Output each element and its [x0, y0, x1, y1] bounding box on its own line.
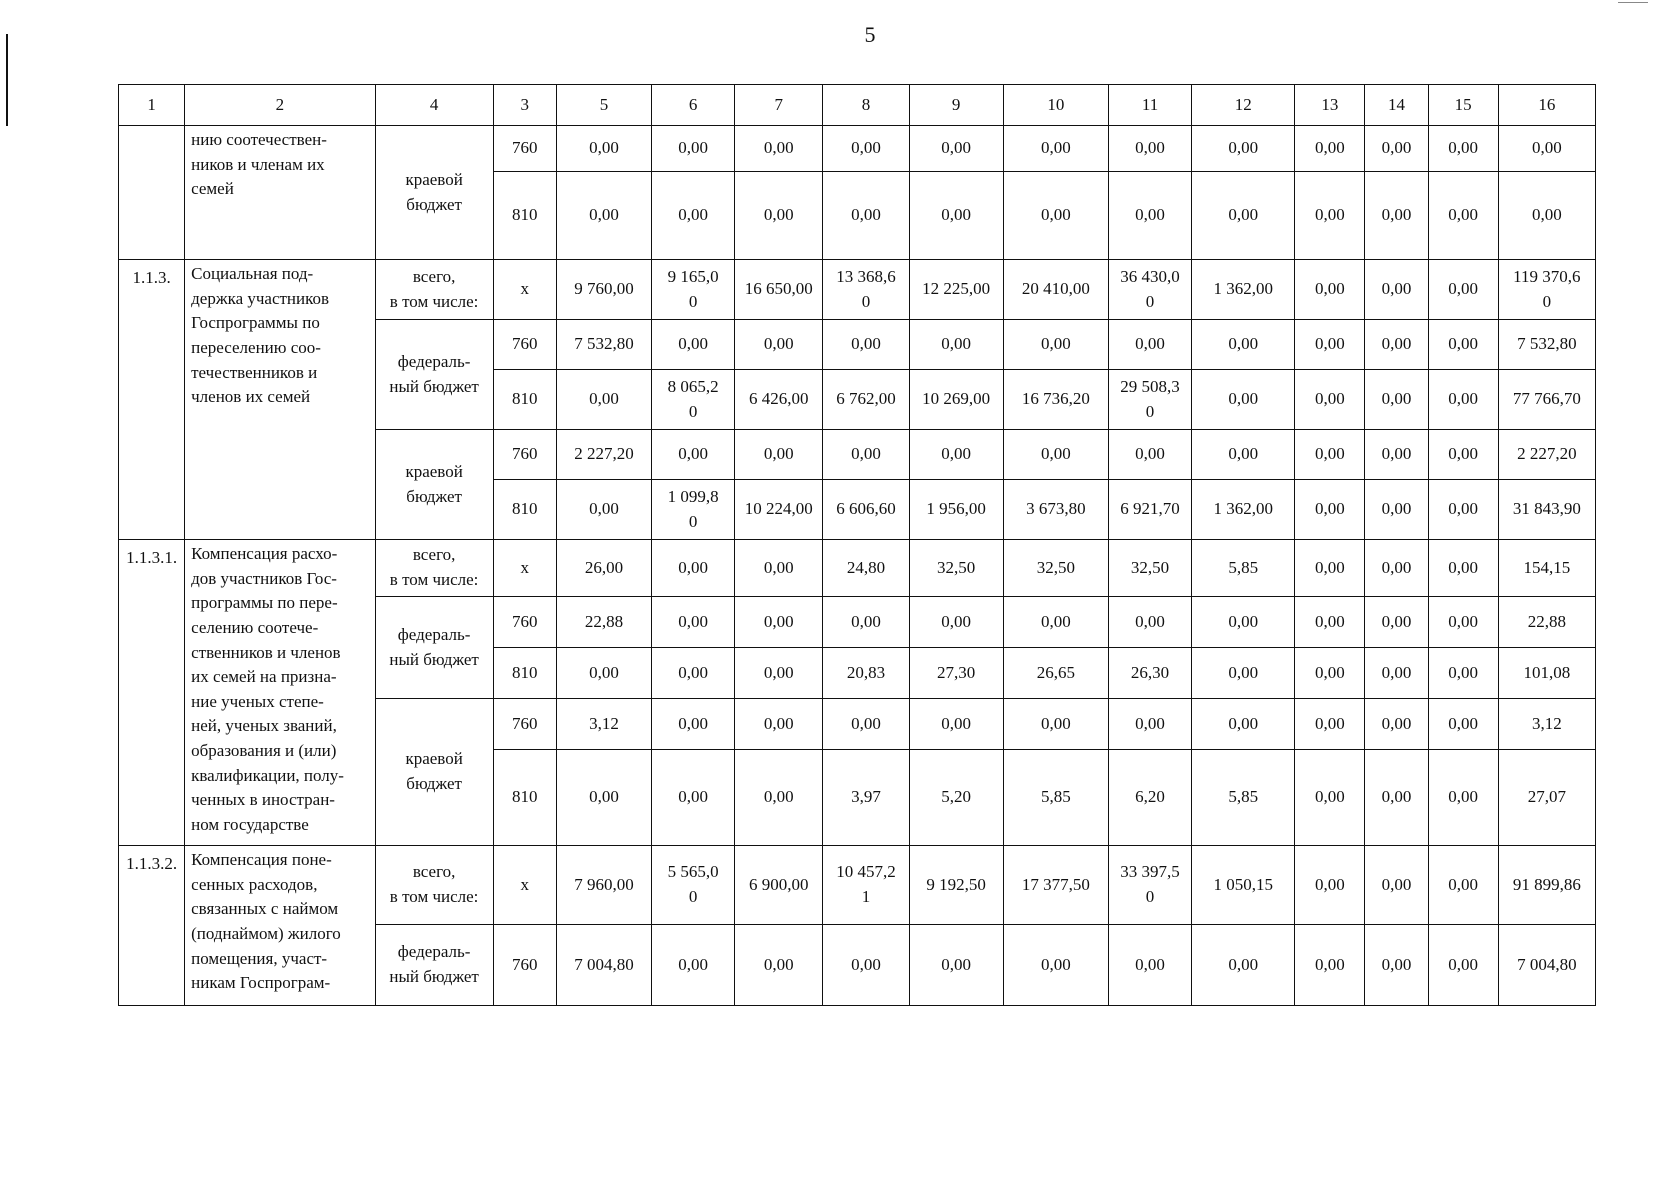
value-cell: 0,00 — [1108, 430, 1191, 480]
value-cell: 91 899,86 — [1498, 846, 1595, 925]
row-code: 1.1.3.2. — [119, 846, 185, 1006]
value-cell: 0,00 — [1428, 648, 1498, 699]
budget-code: 810 — [493, 480, 556, 540]
value-cell: 0,00 — [1192, 172, 1295, 260]
value-cell: 1 362,00 — [1192, 260, 1295, 320]
value-cell: 24,80 — [823, 540, 909, 597]
value-cell: 0,00 — [1192, 430, 1295, 480]
value-cell: 0,00 — [1295, 172, 1365, 260]
column-header: 8 — [823, 85, 909, 126]
value-cell: 0,00 — [823, 597, 909, 648]
value-cell: 3,97 — [823, 750, 909, 846]
value-cell: 6 606,60 — [823, 480, 909, 540]
value-cell: 119 370,6 0 — [1498, 260, 1595, 320]
value-cell: 0,00 — [1295, 925, 1365, 1006]
value-cell: 0,00 — [652, 699, 735, 750]
column-header: 12 — [1192, 85, 1295, 126]
value-cell: 0,00 — [1295, 126, 1365, 172]
column-header: 3 — [493, 85, 556, 126]
value-cell: 0,00 — [1365, 126, 1428, 172]
value-cell: 0,00 — [1003, 925, 1108, 1006]
value-cell: 26,00 — [556, 540, 651, 597]
corner-mark — [1618, 2, 1648, 3]
value-cell: 29 508,3 0 — [1108, 370, 1191, 430]
value-cell: 0,00 — [735, 597, 823, 648]
value-cell: 0,00 — [652, 172, 735, 260]
value-cell: 0,00 — [1428, 750, 1498, 846]
value-cell: 0,00 — [1428, 430, 1498, 480]
value-cell: 0,00 — [1428, 480, 1498, 540]
value-cell: 0,00 — [1365, 260, 1428, 320]
value-cell: 154,15 — [1498, 540, 1595, 597]
row-code — [119, 126, 185, 260]
funding-source: всего, в том числе: — [375, 260, 493, 320]
value-cell: 0,00 — [1365, 172, 1428, 260]
value-cell: 10 457,2 1 — [823, 846, 909, 925]
value-cell: 0,00 — [1003, 320, 1108, 370]
value-cell: 0,00 — [735, 320, 823, 370]
value-cell: 0,00 — [1295, 480, 1365, 540]
value-cell: 6 900,00 — [735, 846, 823, 925]
budget-code: х — [493, 846, 556, 925]
value-cell: 0,00 — [823, 320, 909, 370]
budget-code: 760 — [493, 430, 556, 480]
value-cell: 16 736,20 — [1003, 370, 1108, 430]
value-cell: 16 650,00 — [735, 260, 823, 320]
value-cell: 8 065,2 0 — [652, 370, 735, 430]
value-cell: 0,00 — [1428, 540, 1498, 597]
value-cell: 7 532,80 — [1498, 320, 1595, 370]
value-cell: 3,12 — [556, 699, 651, 750]
value-cell: 3,12 — [1498, 699, 1595, 750]
value-cell: 3 673,80 — [1003, 480, 1108, 540]
value-cell: 0,00 — [1192, 648, 1295, 699]
value-cell: 0,00 — [652, 126, 735, 172]
value-cell: 0,00 — [556, 172, 651, 260]
value-cell: 101,08 — [1498, 648, 1595, 699]
budget-code: 760 — [493, 126, 556, 172]
value-cell: 0,00 — [909, 430, 1003, 480]
value-cell: 0,00 — [1428, 320, 1498, 370]
value-cell: 77 766,70 — [1498, 370, 1595, 430]
column-header: 4 — [375, 85, 493, 126]
column-header: 11 — [1108, 85, 1191, 126]
value-cell: 0,00 — [1365, 750, 1428, 846]
value-cell: 22,88 — [1498, 597, 1595, 648]
row-name: Компенсация поне- сенных расходов, связанных с наймом (поднаймом) жилого помещения, участ- никам Госпрограм- — [185, 846, 375, 1006]
value-cell: 0,00 — [556, 648, 651, 699]
value-cell: 2 227,20 — [1498, 430, 1595, 480]
value-cell: 0,00 — [1498, 126, 1595, 172]
value-cell: 1 956,00 — [909, 480, 1003, 540]
value-cell: 2 227,20 — [556, 430, 651, 480]
value-cell: 10 224,00 — [735, 480, 823, 540]
value-cell: 0,00 — [735, 648, 823, 699]
value-cell: 0,00 — [735, 699, 823, 750]
header-row — [119, 85, 1596, 126]
value-cell: 22,88 — [556, 597, 651, 648]
value-cell: 0,00 — [1365, 699, 1428, 750]
budget-code: 760 — [493, 320, 556, 370]
value-cell: 0,00 — [652, 540, 735, 597]
value-cell: 0,00 — [735, 540, 823, 597]
value-cell: 0,00 — [1192, 597, 1295, 648]
budget-code: 810 — [493, 370, 556, 430]
column-header: 13 — [1295, 85, 1365, 126]
value-cell: 0,00 — [652, 430, 735, 480]
value-cell: 0,00 — [1365, 597, 1428, 648]
value-cell: 20 410,00 — [1003, 260, 1108, 320]
value-cell: 0,00 — [1192, 126, 1295, 172]
row-name: Компенсация расхо- дов участников Гос- программы по пере- селению соотече- ственников и членов их семей на призна- ние ученых степе- ней, ученых званий, образования и (или) квалификации, полу- ченных в иностран- ном государстве — [185, 540, 375, 846]
value-cell: 5,20 — [909, 750, 1003, 846]
row-name: Социальная под- держка участников Госпрограммы по переселению соо- течественников и членов их семей — [185, 260, 375, 540]
value-cell: 0,00 — [1365, 540, 1428, 597]
value-cell: 0,00 — [556, 480, 651, 540]
budget-table — [118, 84, 1596, 1006]
value-cell: 0,00 — [1365, 430, 1428, 480]
value-cell: 0,00 — [1192, 925, 1295, 1006]
value-cell: 0,00 — [1428, 699, 1498, 750]
value-cell: 0,00 — [1295, 648, 1365, 699]
value-cell: 0,00 — [1295, 320, 1365, 370]
value-cell: 5,85 — [1192, 540, 1295, 597]
value-cell: 0,00 — [556, 370, 651, 430]
value-cell: 0,00 — [909, 126, 1003, 172]
value-cell: 0,00 — [1003, 172, 1108, 260]
value-cell: 27,30 — [909, 648, 1003, 699]
value-cell: 9 760,00 — [556, 260, 651, 320]
budget-code: 810 — [493, 172, 556, 260]
budget-code: 760 — [493, 597, 556, 648]
value-cell: 0,00 — [1365, 480, 1428, 540]
value-cell: 0,00 — [1003, 126, 1108, 172]
value-cell: 0,00 — [1108, 699, 1191, 750]
budget-code: 760 — [493, 925, 556, 1006]
value-cell: 6 426,00 — [735, 370, 823, 430]
value-cell: 26,65 — [1003, 648, 1108, 699]
value-cell: 0,00 — [1108, 597, 1191, 648]
value-cell: 7 532,80 — [556, 320, 651, 370]
column-header: 2 — [185, 85, 375, 126]
value-cell: 0,00 — [1295, 260, 1365, 320]
value-cell: 0,00 — [1295, 597, 1365, 648]
value-cell: 26,30 — [1108, 648, 1191, 699]
value-cell: 0,00 — [1003, 430, 1108, 480]
value-cell: 0,00 — [823, 172, 909, 260]
value-cell: 0,00 — [823, 699, 909, 750]
value-cell: 1 362,00 — [1192, 480, 1295, 540]
value-cell: 0,00 — [1428, 925, 1498, 1006]
value-cell: 7 960,00 — [556, 846, 651, 925]
funding-source: всего, в том числе: — [375, 846, 493, 925]
funding-source: краевой бюджет — [375, 699, 493, 846]
value-cell: 0,00 — [556, 750, 651, 846]
value-cell: 0,00 — [1108, 925, 1191, 1006]
value-cell: 0,00 — [556, 126, 651, 172]
value-cell: 0,00 — [823, 925, 909, 1006]
value-cell: 0,00 — [1108, 172, 1191, 260]
value-cell: 6,20 — [1108, 750, 1191, 846]
value-cell: 0,00 — [1003, 597, 1108, 648]
value-cell: 0,00 — [1365, 370, 1428, 430]
table-row — [119, 126, 1596, 172]
budget-code: х — [493, 260, 556, 320]
column-header: 15 — [1428, 85, 1498, 126]
value-cell: 1 099,8 0 — [652, 480, 735, 540]
value-cell: 36 430,0 0 — [1108, 260, 1191, 320]
budget-code: х — [493, 540, 556, 597]
value-cell: 0,00 — [652, 597, 735, 648]
value-cell: 9 192,50 — [909, 846, 1003, 925]
value-cell: 0,00 — [1428, 260, 1498, 320]
value-cell: 0,00 — [909, 699, 1003, 750]
value-cell: 0,00 — [735, 925, 823, 1006]
column-header: 1 — [119, 85, 185, 126]
value-cell: 5 565,0 0 — [652, 846, 735, 925]
value-cell: 0,00 — [735, 750, 823, 846]
value-cell: 10 269,00 — [909, 370, 1003, 430]
value-cell: 0,00 — [1365, 846, 1428, 925]
value-cell: 0,00 — [1428, 370, 1498, 430]
value-cell: 0,00 — [652, 648, 735, 699]
column-header: 14 — [1365, 85, 1428, 126]
value-cell: 0,00 — [652, 320, 735, 370]
value-cell: 0,00 — [652, 750, 735, 846]
budget-code: 810 — [493, 750, 556, 846]
column-header: 7 — [735, 85, 823, 126]
table-row — [119, 260, 1596, 320]
row-code: 1.1.3.1. — [119, 540, 185, 846]
funding-source: федераль- ный бюджет — [375, 320, 493, 430]
value-cell: 0,00 — [1108, 126, 1191, 172]
column-header: 5 — [556, 85, 651, 126]
column-header: 16 — [1498, 85, 1595, 126]
value-cell: 0,00 — [735, 430, 823, 480]
value-cell: 0,00 — [1192, 699, 1295, 750]
value-cell: 0,00 — [1428, 126, 1498, 172]
row-code: 1.1.3. — [119, 260, 185, 540]
value-cell: 5,85 — [1003, 750, 1108, 846]
value-cell: 5,85 — [1192, 750, 1295, 846]
value-cell: 0,00 — [1365, 320, 1428, 370]
funding-source: всего, в том числе: — [375, 540, 493, 597]
value-cell: 20,83 — [823, 648, 909, 699]
value-cell: 0,00 — [1295, 430, 1365, 480]
column-header: 10 — [1003, 85, 1108, 126]
value-cell: 6 762,00 — [823, 370, 909, 430]
value-cell: 7 004,80 — [556, 925, 651, 1006]
value-cell: 0,00 — [652, 925, 735, 1006]
value-cell: 0,00 — [823, 430, 909, 480]
column-header: 9 — [909, 85, 1003, 126]
value-cell: 0,00 — [1365, 648, 1428, 699]
value-cell: 7 004,80 — [1498, 925, 1595, 1006]
value-cell: 0,00 — [1295, 540, 1365, 597]
value-cell: 0,00 — [1108, 320, 1191, 370]
funding-source: краевой бюджет — [375, 126, 493, 260]
value-cell: 0,00 — [1295, 699, 1365, 750]
column-header: 6 — [652, 85, 735, 126]
budget-code: 760 — [493, 699, 556, 750]
value-cell: 9 165,0 0 — [652, 260, 735, 320]
margin-line — [6, 34, 8, 126]
value-cell: 0,00 — [1365, 925, 1428, 1006]
value-cell: 1 050,15 — [1192, 846, 1295, 925]
value-cell: 31 843,90 — [1498, 480, 1595, 540]
value-cell: 0,00 — [1295, 750, 1365, 846]
value-cell: 0,00 — [1003, 699, 1108, 750]
value-cell: 0,00 — [1428, 597, 1498, 648]
funding-source: федераль- ный бюджет — [375, 597, 493, 699]
value-cell: 0,00 — [909, 925, 1003, 1006]
value-cell: 6 921,70 — [1108, 480, 1191, 540]
value-cell: 13 368,6 0 — [823, 260, 909, 320]
value-cell: 12 225,00 — [909, 260, 1003, 320]
value-cell: 0,00 — [909, 320, 1003, 370]
value-cell: 0,00 — [1295, 370, 1365, 430]
value-cell: 0,00 — [1192, 320, 1295, 370]
value-cell: 0,00 — [735, 172, 823, 260]
value-cell: 32,50 — [1003, 540, 1108, 597]
funding-source: федераль- ный бюджет — [375, 925, 493, 1006]
value-cell: 0,00 — [1498, 172, 1595, 260]
table-row — [119, 846, 1596, 925]
page-number: 5 — [864, 22, 876, 47]
table-body — [119, 85, 1596, 1006]
value-cell: 0,00 — [735, 126, 823, 172]
value-cell: 27,07 — [1498, 750, 1595, 846]
value-cell: 32,50 — [909, 540, 1003, 597]
value-cell: 0,00 — [1192, 370, 1295, 430]
value-cell: 17 377,50 — [1003, 846, 1108, 925]
value-cell: 33 397,5 0 — [1108, 846, 1191, 925]
value-cell: 0,00 — [1295, 846, 1365, 925]
budget-code: 810 — [493, 648, 556, 699]
value-cell: 0,00 — [1428, 846, 1498, 925]
value-cell: 0,00 — [823, 126, 909, 172]
value-cell: 0,00 — [909, 597, 1003, 648]
funding-source: краевой бюджет — [375, 430, 493, 540]
row-name: нию соотечествен- ников и членам их семей — [185, 126, 375, 260]
value-cell: 0,00 — [909, 172, 1003, 260]
table-row — [119, 540, 1596, 597]
value-cell: 0,00 — [1428, 172, 1498, 260]
value-cell: 32,50 — [1108, 540, 1191, 597]
